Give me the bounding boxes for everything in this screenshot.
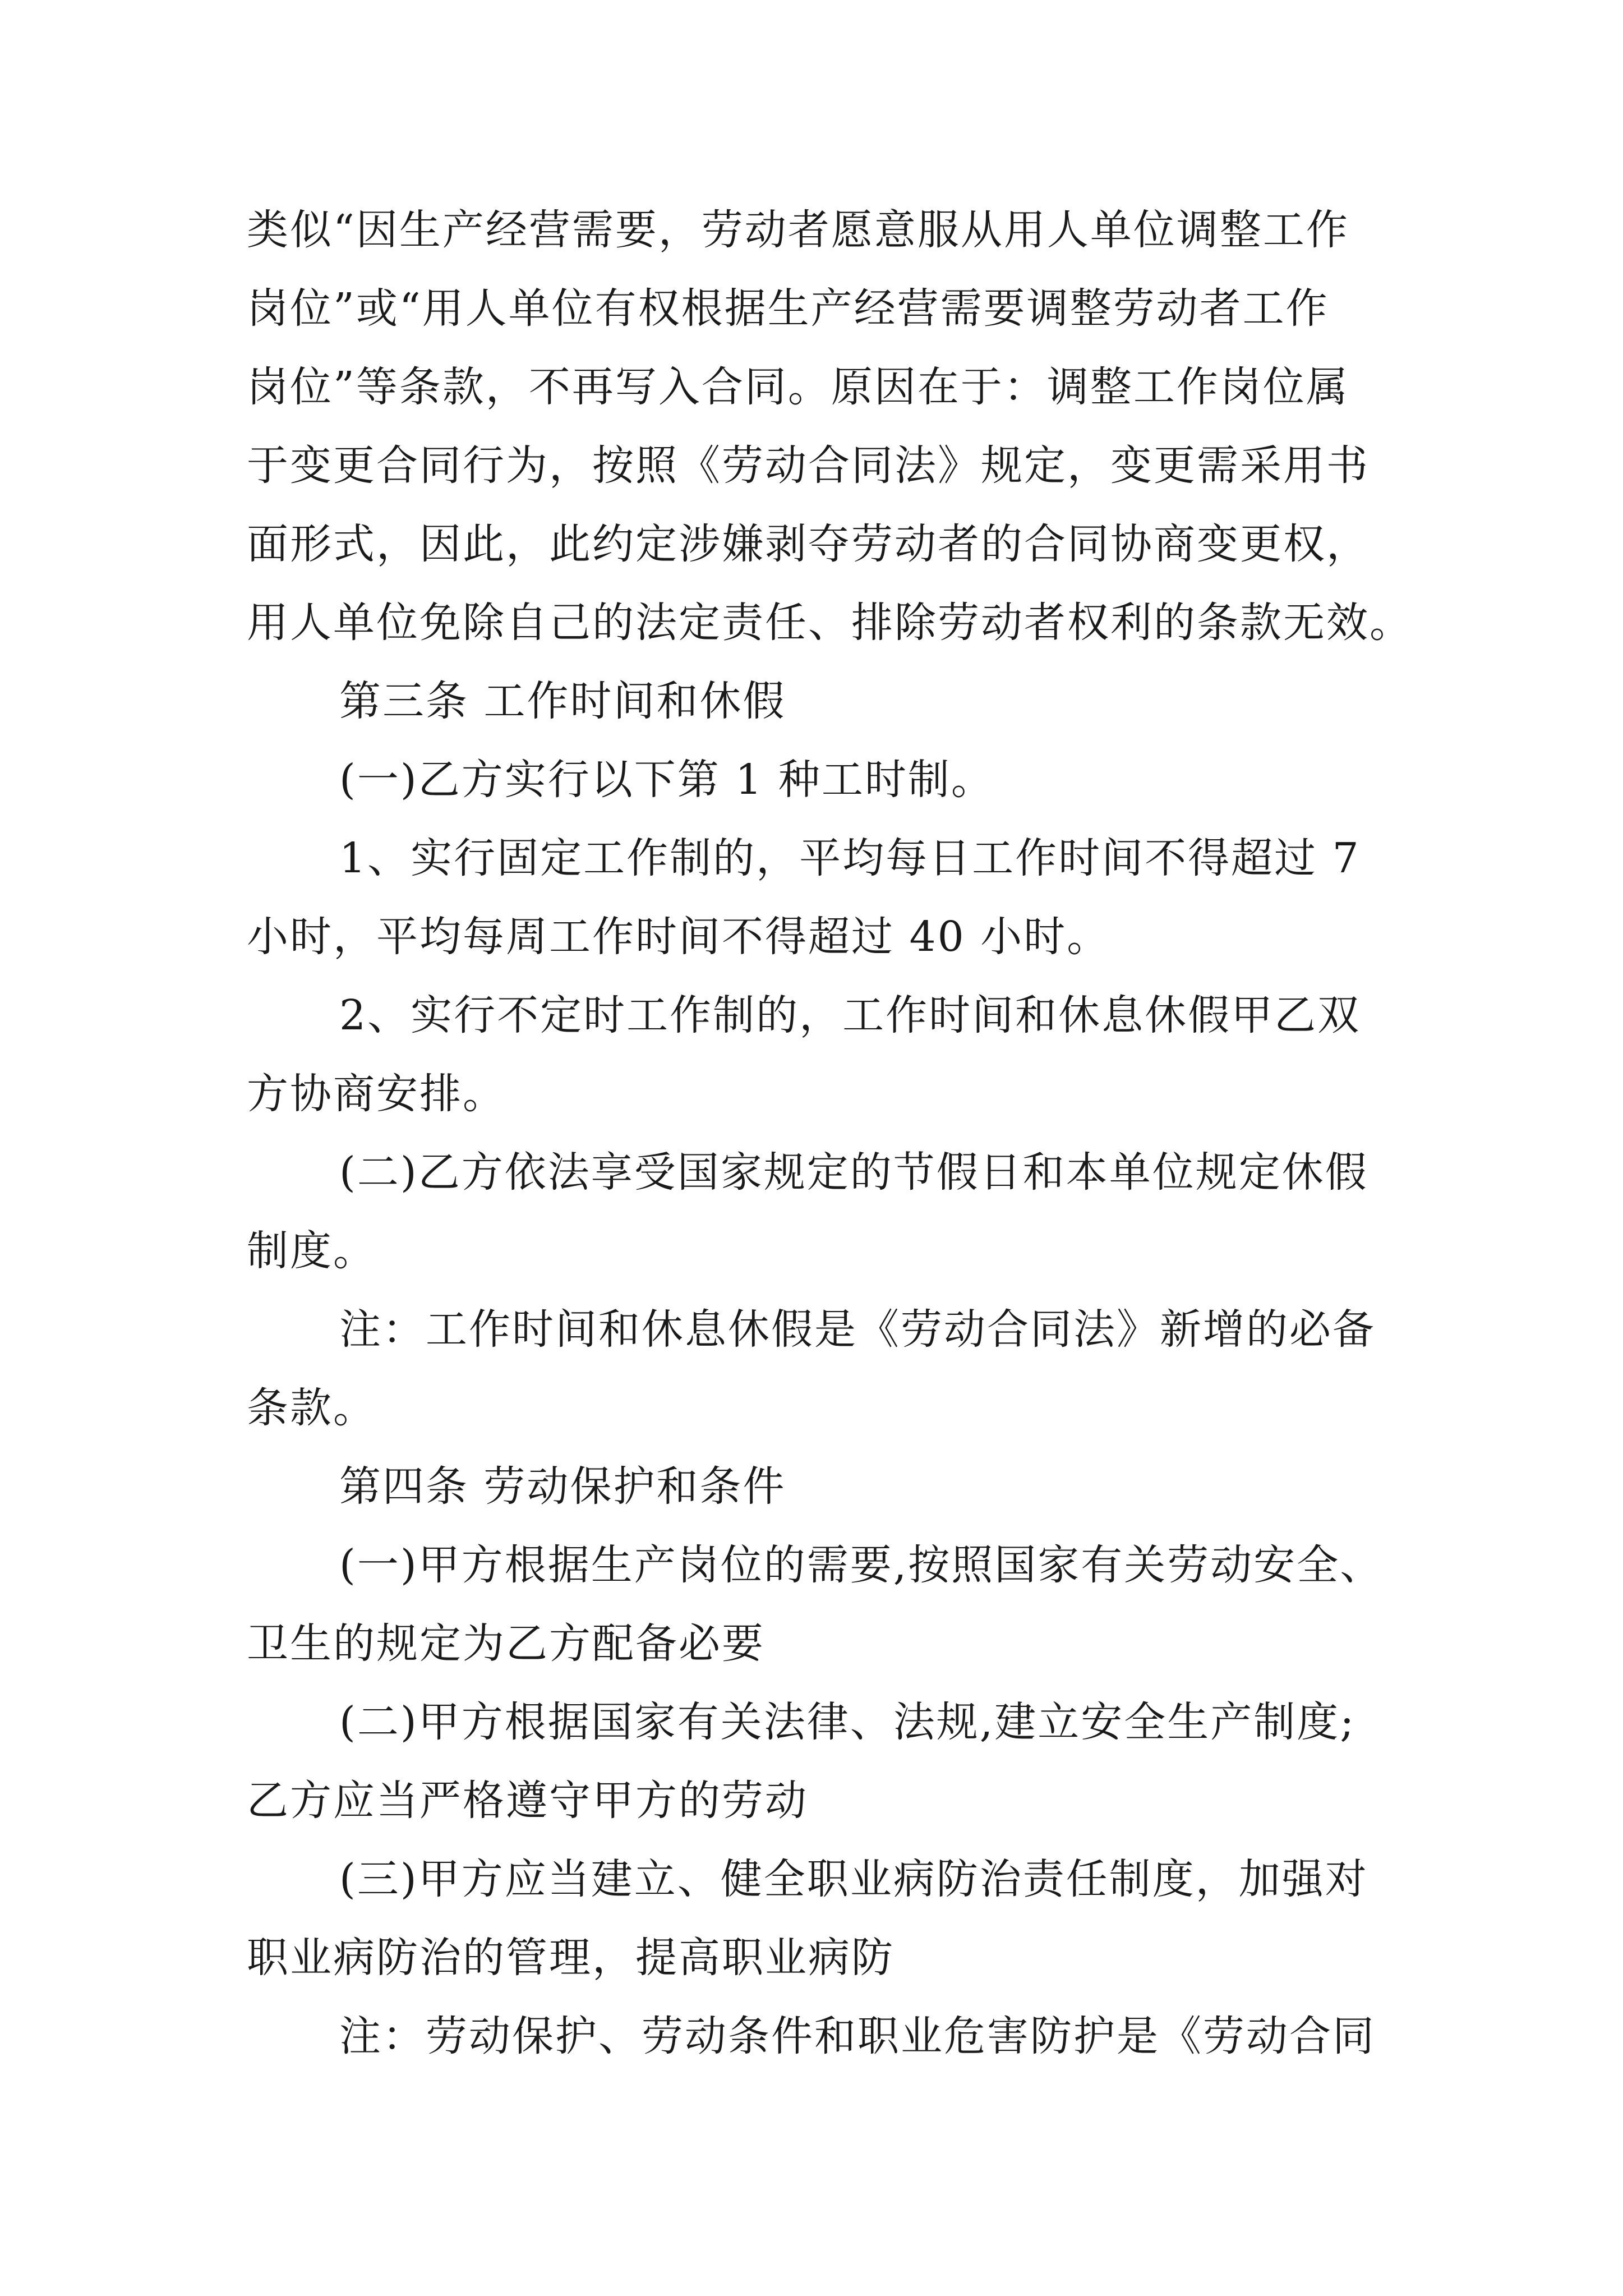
paragraph-line: (三)甲方应当建立、健全职业病防治责任制度，加强对 bbox=[339, 1855, 1368, 1903]
paragraph-line: 1、实行固定工作制的，平均每日工作时间不得超过 7 bbox=[339, 834, 1361, 882]
paragraph-line: 乙方应当严格遵守甲方的劳动 bbox=[247, 1777, 808, 1825]
paragraph-line: (一)乙方实行以下第 1 种工时制。 bbox=[339, 756, 994, 804]
note-line: 注：劳动保护、劳动条件和职业危害防护是《劳动合同 bbox=[339, 2012, 1376, 2060]
paragraph-line: 卫生的规定为乙方配备必要 bbox=[247, 1619, 765, 1668]
section-heading: 第三条 工作时间和休假 bbox=[339, 677, 786, 725]
paragraph-line: (一)甲方根据生产岗位的需要,按照国家有关劳动安全、 bbox=[339, 1541, 1384, 1589]
paragraph-line: 类似“因生产经营需要，劳动者愿意服从用人单位调整工作 bbox=[247, 206, 1349, 254]
paragraph-line: 2、实行不定时工作制的，工作时间和休息休假甲乙双 bbox=[339, 991, 1361, 1039]
paragraph-line: 小时，平均每周工作时间不得超过 40 小时。 bbox=[247, 913, 1110, 961]
note-line: 条款。 bbox=[247, 1384, 376, 1432]
paragraph-line: 制度。 bbox=[247, 1227, 376, 1275]
paragraph-line: 面形式，因此，此约定涉嫌剥夺劳动者的合同协商变更权， bbox=[247, 520, 1370, 568]
paragraph-line: 岗位”或“用人单位有权根据生产经营需要调整劳动者工作 bbox=[247, 284, 1329, 333]
paragraph-line: (二)乙方依法享受国家规定的节假日和本单位规定休假 bbox=[339, 1148, 1368, 1197]
paragraph-line: (二)甲方根据国家有关法律、法规,建立安全生产制度; bbox=[339, 1698, 1356, 1746]
paragraph-line: 于变更合同行为，按照《劳动合同法》规定，变更需采用书 bbox=[247, 441, 1370, 490]
paragraph-line: 用人单位免除自己的法定责任、排除劳动者权利的条款无效。 bbox=[247, 599, 1413, 647]
note-line: 注：工作时间和休息休假是《劳动合同法》新增的必备 bbox=[339, 1305, 1376, 1354]
paragraph-line: 岗位”等条款，不再写入合同。原因在于：调整工作岗位属 bbox=[247, 363, 1349, 411]
paragraph-line: 方协商安排。 bbox=[247, 1070, 506, 1118]
paragraph-line: 职业病防治的管理，提高职业病防 bbox=[247, 1934, 895, 1982]
section-heading: 第四条 劳动保护和条件 bbox=[339, 1462, 786, 1511]
